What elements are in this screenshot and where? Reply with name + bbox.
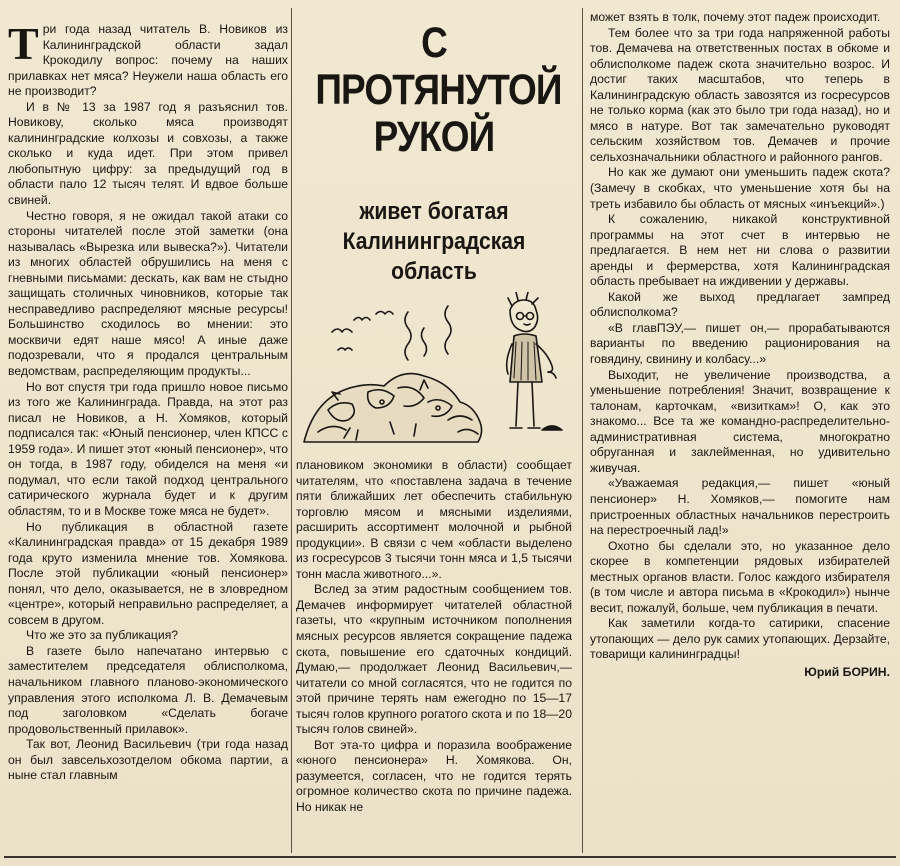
paragraph: Охотно бы сделали это, но указанное дело скорее в компетенции рядовых избирателей местных органов власти. Голос каждого избирателя (в том числе и автора письма в «Крокодил») нынче весит, пожалуй, больше, чем публикация в печати. [590,538,890,615]
column-divider-right [582,8,583,853]
paragraph: И в № 13 за 1987 год я разъяснил тов. Новикову, сколько мяса производят калининградские колхозы и совхозы, а также сколько и куда идет. При этом привел любопытную цифру: за предыдущий год в области пало 12 тысяч телят. И вдвое больше свиней. [8,99,288,208]
birds-icon [332,312,393,351]
paragraph: может взять в толк, почему этот падеж происходит. [590,10,881,24]
paragraph: Как заметили когда-то сатирики, спасение утопающих — дело рук самих утопающих. Дерзайте, товарищи калининградцы! [590,616,890,662]
paragraph: «Уважаемая редакция,— пишет «юный пенсионер» Н. Хомяков,— помогите нам пристроенных областных начальников перестроить на перестроечный лад!» [590,476,890,538]
column-divider-left [291,8,292,853]
paragraph: Но вот спустя три года пришло новое письмо из того же Калининграда. Правда, на этот раз писал не Новиков, а Н. Хомяков, который подписался так: «Юный пенсионер, член КПСС с 1959 года». И пишет этот «юный пенсионер», что он тогда, в 1987 году, обиделся на меня «и подумал, что если такой подход центрального сатирического журнала будет и к другим областям, то и в Москве тоже мяса не будет». [8,379,288,518]
article-headline: С ПРОТЯНУТОЙ РУКОЙ [315,19,562,161]
paragraph: Вот эта-то цифра и поразила воображение «юного пенсионера» Н. Хомякова. Он, разумеется, согласен, что не годится терять огромное количество скота по причине падежа. Но никак не [296,737,572,815]
paragraph: Но публикация в областной газете «Калининградская правда» от 15 декабря 1989 года круто изменила мнение тов. Хомякова. После этой публикации «юный пенсионер» понял, что дело, оказывается, не в зловредном «центре», который неправильно распределяет, а совсем в другом. [8,519,288,627]
man-figure [507,292,562,430]
drop-cap: Т [8,18,39,69]
paragraph: Выходит, не увеличение производства, а уменьшение потребления! Значит, возвращение к талонам, карточкам, «визиткам»! О, как это знакомо... Все та же командно-распределительно-административная система, многократно обруганная и заклейменная, но удивительно живучая. [590,367,890,475]
paragraph: К сожалению, никакой конструктивной программы на этот счет в интервью не предлагается. В нем нет ни слова о развитии аренды и фермерства, хотя Калининградская область пребывает на иждивении у державы. [590,212,890,289]
paragraph: Тем более что за три года напряженной работы тов. Демачева на ответственных постах в обкоме и облисполкоме падеж скота значительно возрос. И достиг таких масштабов, что теперь в Калининградскую область завозятся из госресурсов не только корма (как это было три года назад), но и мясо в натуре. Вот так замечательно руководят сельским хозяйством тов. Демачев и прочие сельхозначальники областного и районного рангов. [590,25,890,164]
author-signature: Юрий БОРИН. [804,664,890,679]
paragraph: Но как же думают они уменьшить падеж скота? (Замечу в скобках, что уменьшение хотя бы на треть избавило бы область от мясных «инъекций».) [590,165,890,211]
paragraph: плановиком экономики в области) сообщает читателям, что «поставлена задача в течение пяти ближайших лет обеспечить стабильную торговлю мясом и мясными изделиями, расширить ассортимент молочной и рыбной продукции». В связи с чем «области выделено из госресурсов 3 тысячи тонн мяса и 1,5 тысячи тонн масла животного...». [296,458,572,581]
article-column-1 [8,18,288,784]
paragraph: Что же это за публикация? [26,628,179,643]
paragraph: Честно говоря, я не ожидал такой атаки со стороны читателей после этой заметки (она называлась «Вырезка или вывеска?»). Читатели из многих областей обрушились на меня с гневными письмами: дескать, как вам не стыдно защищать столичных чиновников, которые так несправедливо распределяют мясные ресурсы! Большинство сходилось во мнении: это москвичи едят наше мясо! А иные даже подозревали, что я продался центральным ведомствам, распределяющим продукты... [8,208,288,379]
paragraph: Три года назад читатель В. Новиков из Калининградской области задал Крокодилу вопрос: почему на наших прилавках нет мяса? Неужели наша область его не производит? [8,18,288,99]
paragraph: «В главПЭУ,— пишет он,— прорабатываются варианты по введению рационирования на говядину, свинину и колбасу...» [590,320,890,367]
bottom-rule [4,856,896,858]
article-column-2 [296,458,572,816]
article-subheadline: живет богатая Калининградская область [342,198,526,285]
cartoon-illustration [298,292,568,444]
paragraph: Так вот, Леонид Васильевич (три года назад он был завсельхозотделом обкома партии, а ныне стал главным [8,737,288,783]
paragraph: Какой же выход предлагает зампред облисполкома? [590,289,890,320]
paragraph: В газете было напечатано интервью с заместителем председателя облисполкома, начальником главного планово-экономического управления этого исполкома Л. В. Демачевым под заголовком «Сделать богаче продовольственный прилавок». [8,643,288,736]
paragraph: Вслед за этим радостным сообщением тов. Демачев информирует читателей областной газеты, что «крупным источником пополнения мясных ресурсов является сокращение падежа скота, повышение его сдаточных кондиций. Думаю,— продолжает Леонид Васильевич,— читатели со мной согласятся, что не годится по этой причине терять нам ежегодно по 15—17 тысяч голов крупного рогатого скота и по 18—20 тысяч голов свиней». [296,582,572,737]
article-column-3 [590,10,890,681]
